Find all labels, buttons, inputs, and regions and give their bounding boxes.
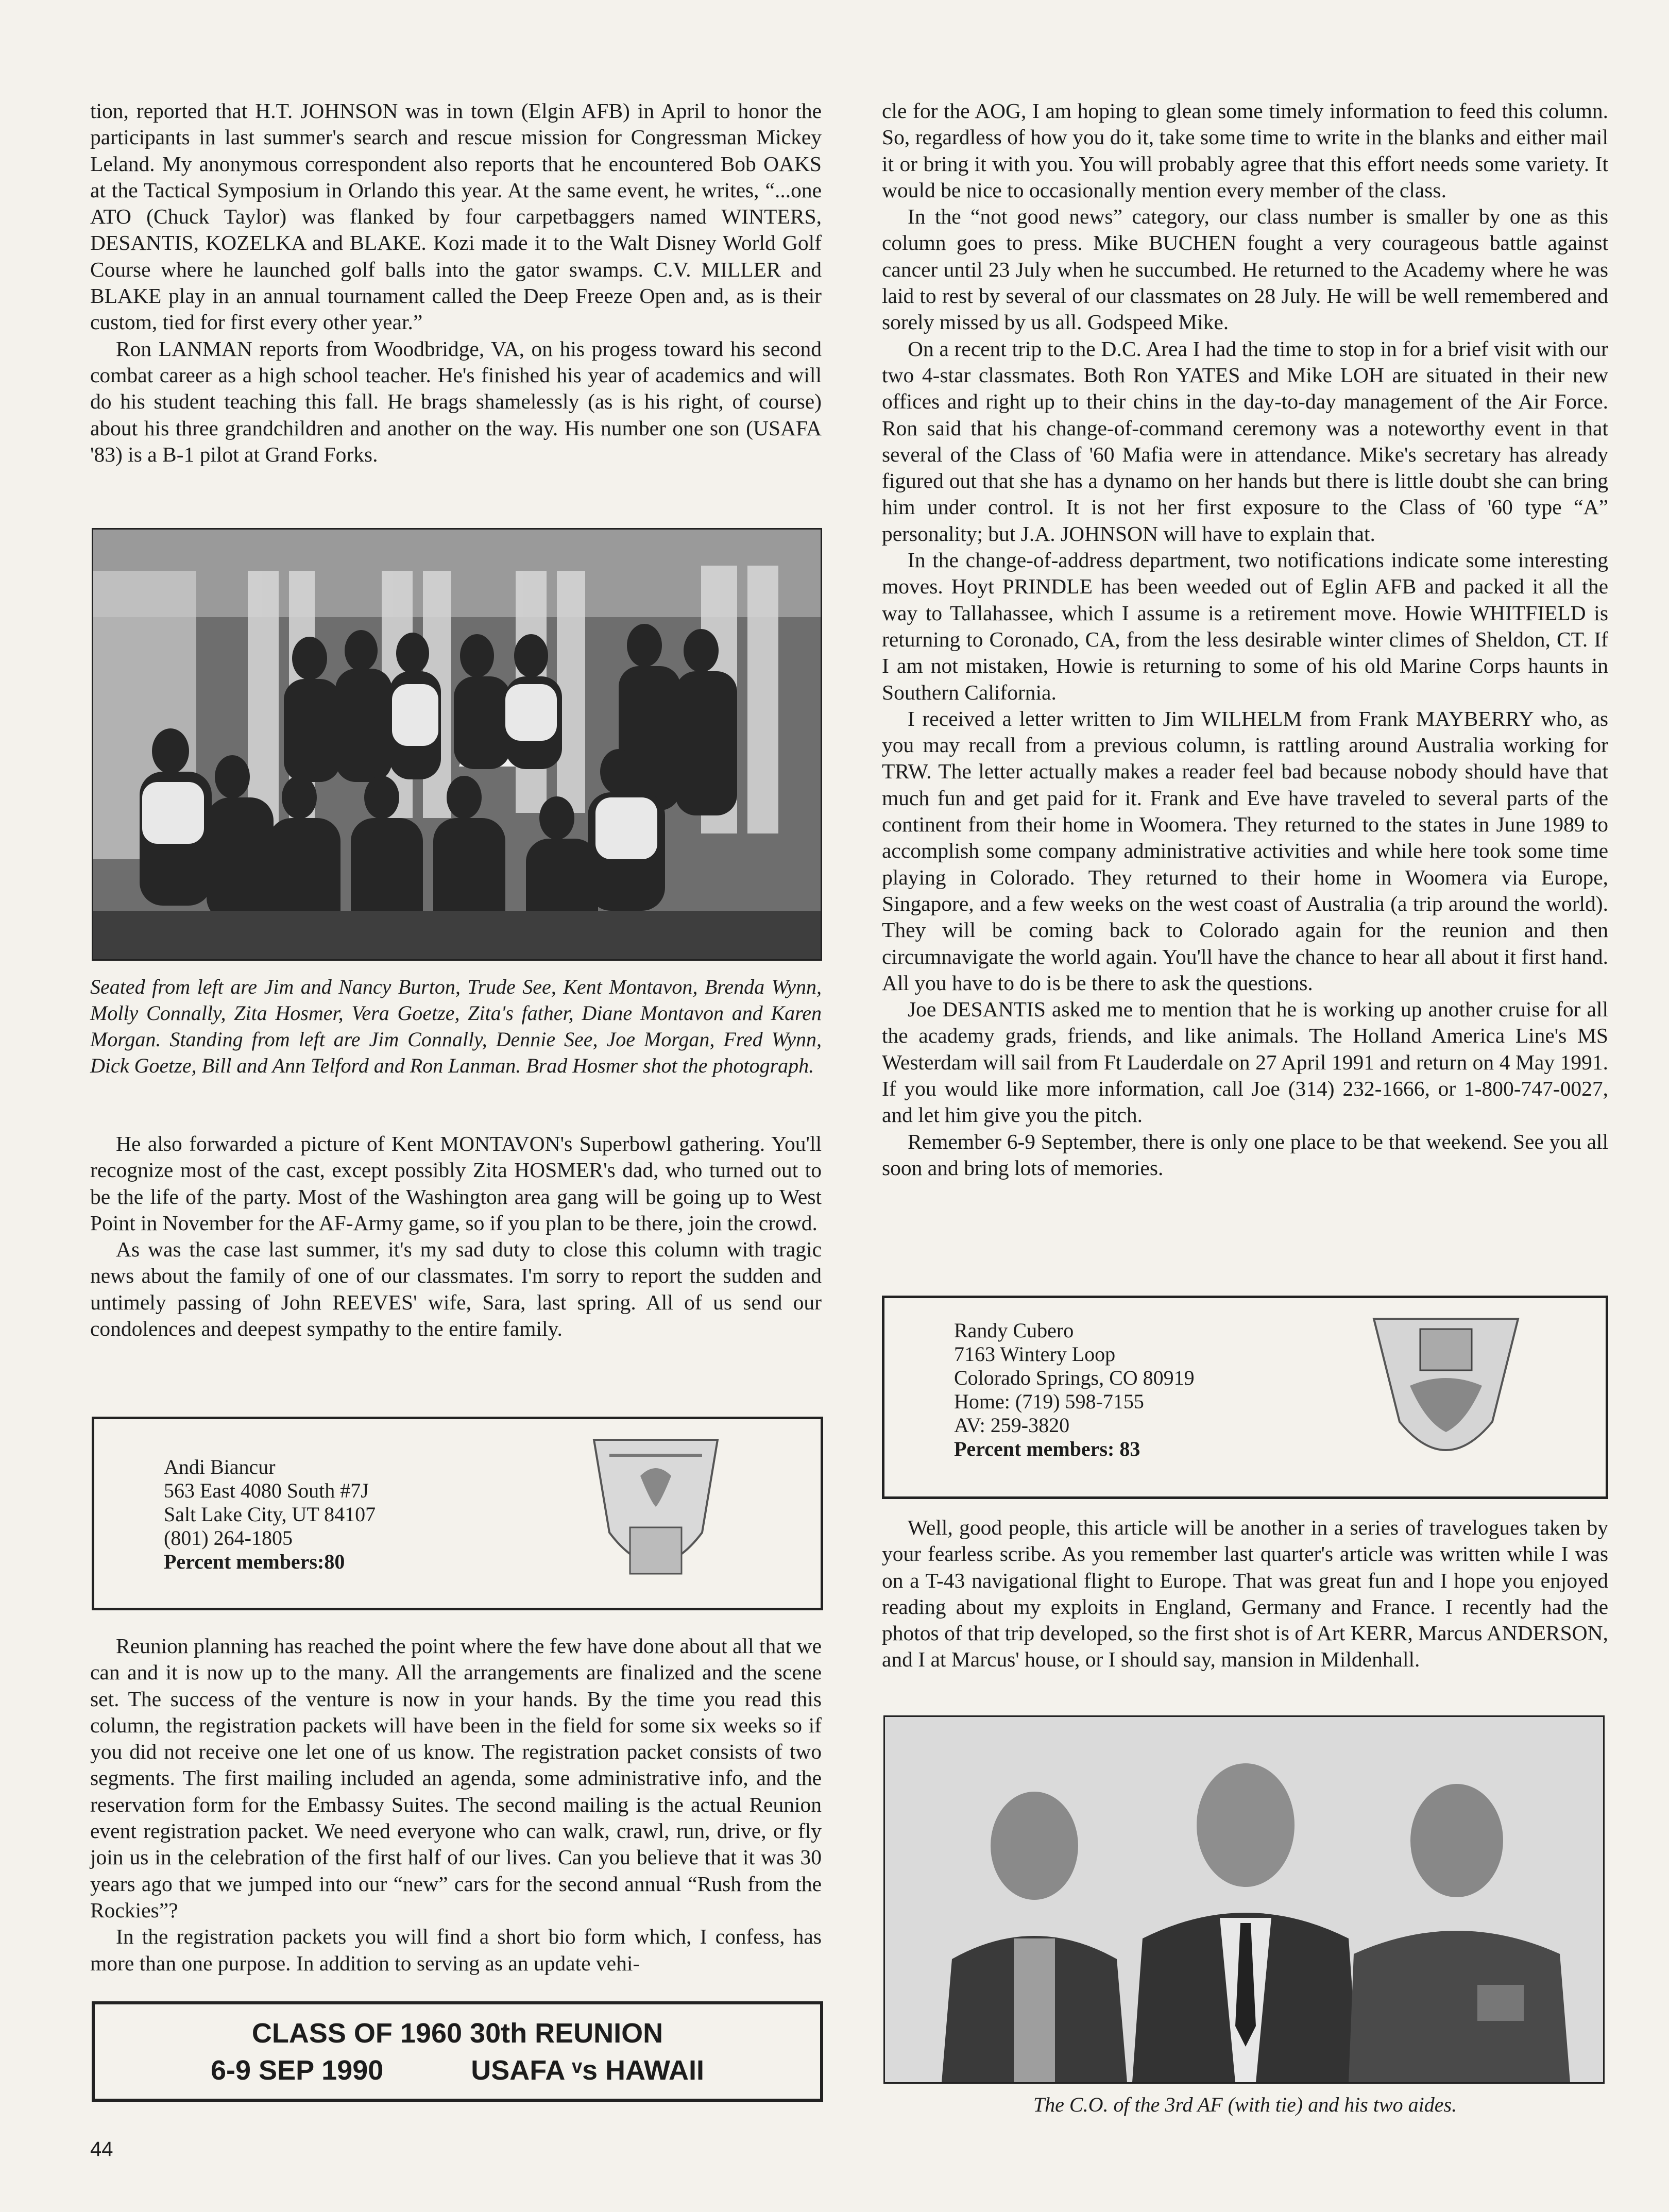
three-men-photo-image: [885, 1717, 1603, 2082]
correspondent-name-right: Randy Cubero: [954, 1319, 1074, 1342]
reunion-game: USAFA ᵛs HAWAII: [471, 2055, 704, 2086]
left-paragraph-2: Ron LANMAN reports from Woodbridge, VA, on his progess toward his second combat career as a high school teacher. He's finished his year of academics and will do his student teaching this fall. He brags shamelessly (as is his right, of course) about his three grandchildren and another on the way. His number one son (USAFA '83) is a B-1 pilot at Grand Forks.: [90, 336, 822, 466]
three-men-photo-caption: The C.O. of the 3rd AF (with tie) and his two aides.: [1033, 2093, 1457, 2116]
percent-members: Percent members:80: [164, 1550, 345, 1573]
three-men-photo: [883, 1715, 1605, 2084]
right-column: [882, 98, 1608, 1181]
class-crest-icon: [578, 1430, 733, 1600]
correspondent-name: Andi Biancur: [164, 1455, 276, 1478]
address-block: [164, 1455, 376, 1574]
reunion-title: CLASS OF 1960 30th REUNION: [251, 2018, 663, 2049]
left-column-bottom: [90, 1633, 822, 1977]
street-address-right: 7163 Wintery Loop: [954, 1342, 1116, 1366]
group-photo-caption: Seated from left are Jim and Nancy Burton, Trude See, Kent Montavon, Brenda Wynn, Molly Connally, Zita Hosmer, Vera Goetze, Zita's father, Diane Montavon and Karen Morgan. Standing from left are Jim Connally, Dennie See, Joe Morgan, Fred Wynn, Dick Goetze, Bill and Ann Telford and Ron Lanman. Brad Hosmer shot the photograph.: [90, 975, 822, 1077]
right-paragraph-2: In the “not good news” category, our class number is smaller by one as this column goes to press. Mike BUCHEN fought a very courageous battle against cancer until 23 July when he succumbed. He returned to the Academy where he was laid to rest by several of our classmates on 28 July. He will be well remembered and sorely missed by us all. Godspeed Mike.: [882, 205, 1608, 334]
class-1962-address-box: [882, 1296, 1608, 1499]
left-column: [90, 98, 822, 468]
left-column-mid: [90, 1131, 822, 1342]
right-paragraph-7: Remember 6-9 September, there is only one place to be that weekend. See you all soon and bring lots of memories.: [882, 1129, 1608, 1180]
right-paragraph-4: In the change-of-address department, two notifications indicate some interesting moves. Hoyt PRINDLE has been weeded out of Eglin AFB and packed it all the way to Tallahassee, which I assume is a retirement move. Howie WHITFIELD is returning to Coronado, CA, from the less desirable winter climes of Sheldon, CT. If I am not mistaken, Howie is returning to some of his old Marine Corps haunts in Southern California.: [882, 548, 1608, 704]
right-column-caption: [882, 2091, 1608, 2118]
phone-number-right: Home: (719) 598-7155: [954, 1390, 1144, 1413]
reunion-dates-row: [95, 2052, 820, 2089]
left-paragraph-6: In the registration packets you will find a short bio form which, I confess, has more than one purpose. In addition to serving as an update vehi-: [90, 1925, 822, 1975]
percent-members-right: Percent members: 83: [954, 1437, 1140, 1460]
address-block-right: [954, 1319, 1195, 1461]
av-number-right: AV: 259-3820: [954, 1414, 1070, 1437]
left-paragraph-1: tion, reported that H.T. JOHNSON was in town (Elgin AFB) in April to honor the participants in last summer's search and rescue mission for Congressman Mickey Leland. My anonymous correspondent also reports that he encountered Bob OAKS at the Tactical Symposium in Orlando this year. At the same event, he writes, “...one ATO (Chuck Taylor) was flanked by four carpetbaggers named WINTERS, DESANTIS, KOZELKA and BLAKE. Kozi made it to the Walt Disney World Golf Course where he launched golf balls into the gator swamps. C.V. MILLER and BLAKE play in an annual tournament called the Deep Freeze Open and, as is their custom, tied for first every other year.”: [90, 99, 822, 334]
right-paragraph-3: On a recent trip to the D.C. Area I had the time to stop in for a brief visit with our two 4-star classmates. Both Ron YATES and Mike LOH are situated in their new offices and right up to their chins in the day-to-day management of the Air Force. Ron said that his change-of-command ceremony was a noteworthy event in that several of the Class of '60 Mafia were in attendance. Mike's secretary has already figured out that she has a dynamo on her hands but there is little doubt she can bring him under control. It is not her first exposure to the Class of '60 type “A” personality; but J.A. JOHNSON will have to explain that.: [882, 336, 1608, 546]
class-1961-address-box: [92, 1417, 823, 1610]
reunion-banner: [92, 2001, 823, 2102]
left-column-caption: [90, 974, 822, 1079]
left-paragraph-5: Reunion planning has reached the point where the few have done about all that we can and it is now up to the many. All the arrangements are finalized and the scene set. The success of the venture is now in your hands. By the time you read this column, the registration packets will have been in the field for some six weeks so if you did not receive one let one of us know. The registration packet consists of two segments. The first mailing included an agenda, some administrative info, and the reservation form for the Embassy Suites. The second mailing is the actual Reunion event registration packet. We need everyone who can walk, crawl, run, drive, or fly join us in the celebration of the first half of our lives. Can you believe that it was 30 years ago that we jumped into our “new” cars for the second annual “Rush from the Rockies”?: [90, 1634, 822, 1922]
phone-number: (801) 264-1805: [164, 1526, 293, 1550]
city-state-zip-right: Colorado Springs, CO 80919: [954, 1366, 1195, 1389]
group-photo-image: [93, 530, 821, 959]
city-state-zip: Salt Lake City, UT 84107: [164, 1503, 376, 1526]
right-column-lower: [882, 1515, 1608, 1673]
class-crest-icon-right: [1364, 1308, 1528, 1484]
right-paragraph-5: I received a letter written to Jim WILHELM from Frank MAYBERRY who, as you may recall from a previous column, is rattling around Australia working for TRW. The letter actually makes a reader feel bad because nobody should have that much fun and get paid for it. Frank and Eve have traveled to several parts of the continent from their home in Woomera. They returned to the states in June 1989 to accomplish some company administrative activities and while here took some time playing in Colorado. They returned to their home in Woomera via Europe, Singapore, and a few weeks on the west coast of Australia (a trip around the world). They will be coming back to Colorado again for the reunion and then circumnavigate the world again. You'll have the chance to hear all about it first hand. All you have to do is be there to ask the questions.: [882, 706, 1608, 995]
reunion-dates: 6-9 SEP 1990: [211, 2055, 384, 2086]
right-paragraph-1: cle for the AOG, I am hoping to glean some timely information to feed this column. So, regardless of how you do it, take some time to write in the blanks and either mail it or bring it with you. You will probably agree that this effort needs some variety. It would be nice to occasionally mention every member of the class.: [882, 99, 1608, 202]
street-address: 563 East 4080 South #7J: [164, 1479, 369, 1502]
left-paragraph-3: He also forwarded a picture of Kent MONTAVON's Superbowl gathering. You'll recognize most of the cast, except possibly Zita HOSMER's dad, who turned out to be the life of the party. Most of the Washington area gang will be going up to West Point in November for the AF-Army game, so if you plan to be there, join the crowd.: [90, 1132, 822, 1235]
left-paragraph-4: As was the case last summer, it's my sad duty to close this column with tragic news about the family of one of our classmates. I'm sorry to report the sudden and untimely passing of John REEVES' wife, Sara, last spring. All of us send our condolences and deepest sympathy to the entire family.: [90, 1237, 822, 1341]
group-photo: [92, 528, 822, 961]
page-number: 44: [90, 2138, 113, 2160]
right-paragraph-8: Well, good people, this article will be another in a series of travelogues taken by your fearless scribe. As you remember last quarter's article was written while I was on a T-43 navigational flight to Europe. That was great fun and I hope you enjoyed reading about my exploits in England, Germany and France. I recently had the photos of that trip developed, so the first shot is of Art KERR, Marcus ANDERSON, and I at Marcus' house, or I should say, mansion in Mildenhall.: [882, 1516, 1608, 1672]
right-paragraph-6: Joe DESANTIS asked me to mention that he is working up another cruise for all the academy grads, friends, and like animals. The Holland America Line's MS Westerdam will sail from Ft Lauderdale on 27 April 1991 and return on 4 May 1991. If you would like more information, call Joe (314) 232-1666, or 1-800-747-0027, and let him give you the pitch.: [882, 997, 1608, 1127]
